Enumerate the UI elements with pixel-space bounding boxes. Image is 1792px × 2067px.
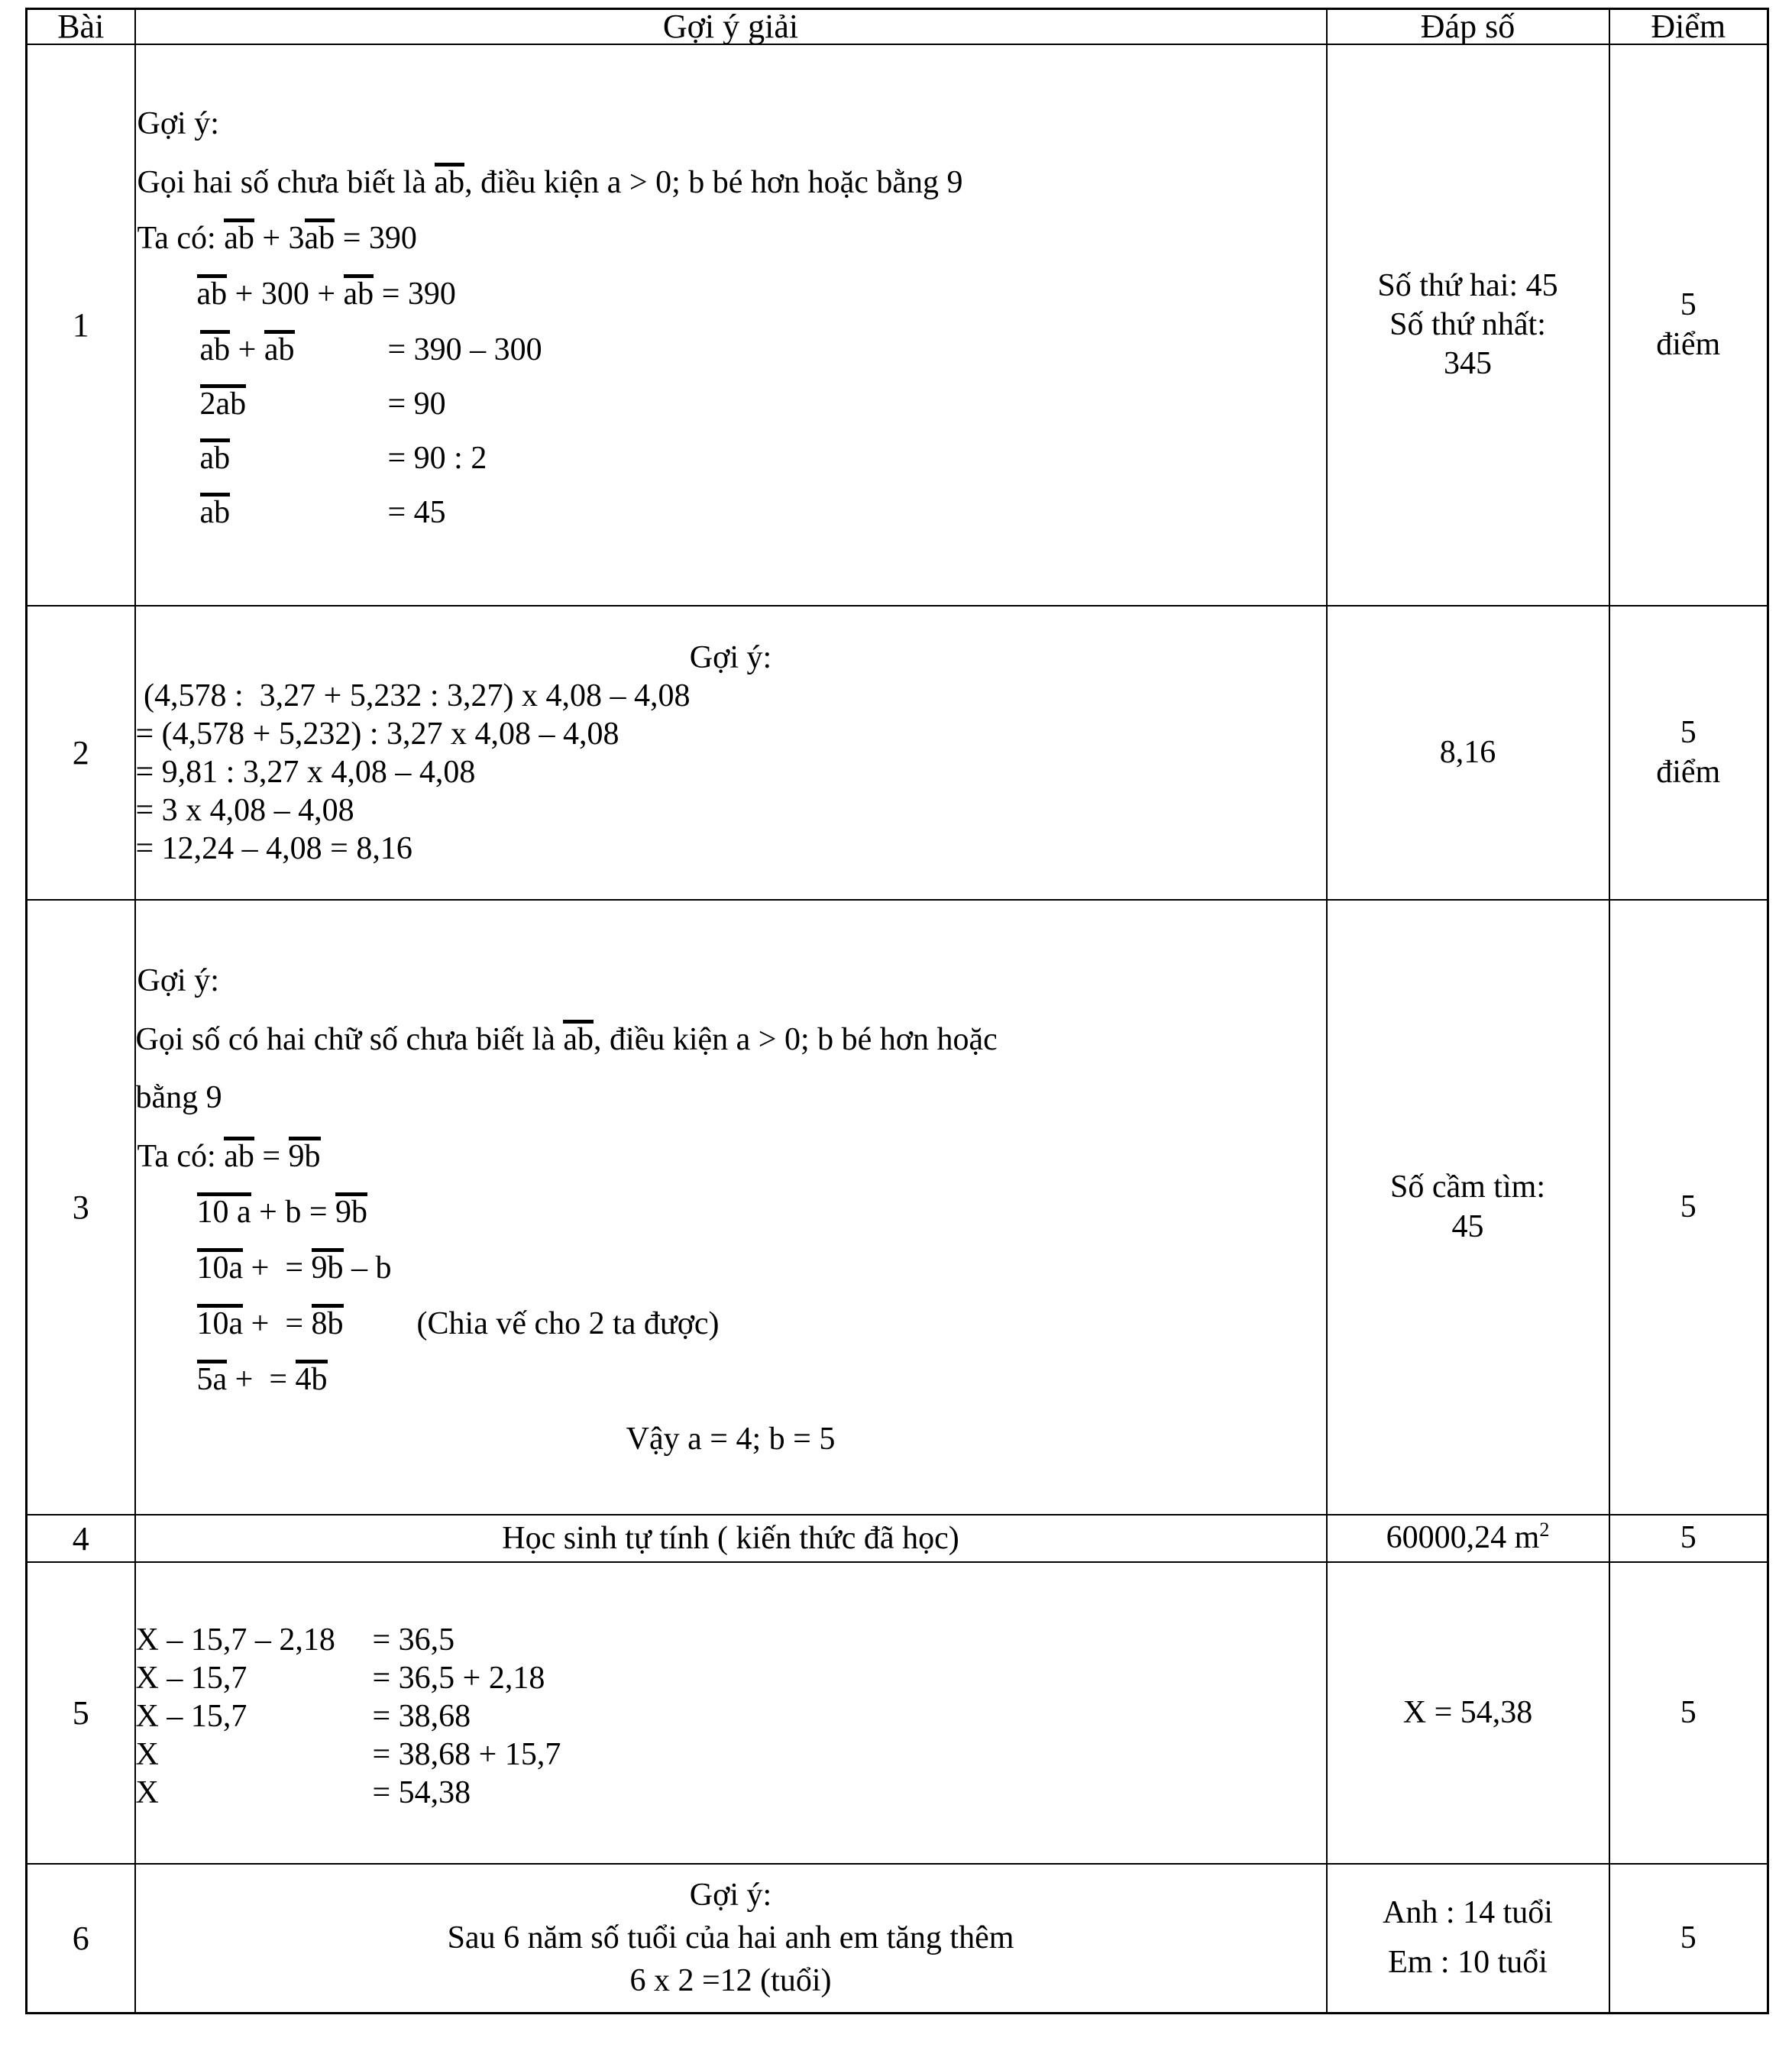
score-4-line-0: 5 [1680, 1520, 1697, 1556]
step-3-0-mid: + b = [251, 1194, 336, 1230]
step-1-4-rhs: = 45 [387, 495, 446, 530]
expr-2-0: (4,578 : 3,27 + 5,232 : 3,27) x 4,08 – 4,08 [135, 678, 691, 713]
score-2-line-1: điểm [1656, 754, 1721, 790]
cell-answer-6 [1327, 1864, 1609, 2013]
overline-ab: 4b [296, 1360, 328, 1395]
overline-ab: ab [305, 218, 335, 254]
hint-label-2: Gợi ý: [689, 639, 772, 675]
step-1-3-lhs [136, 438, 388, 474]
eq-5-1-rhs: = 36,5 + 2,18 [372, 1660, 545, 1696]
header-bai: Bài [27, 9, 135, 45]
statement-3-tail: bằng 9 [135, 1079, 222, 1115]
table-row [27, 1864, 1768, 2013]
overline-ab: ab [264, 330, 295, 365]
answer-1-line-2: 345 [1444, 346, 1492, 382]
cell-solution-5 [135, 1562, 1327, 1864]
step-1-1-lhs [136, 330, 388, 366]
statement-3 [136, 1020, 1326, 1056]
answer-key-table [25, 8, 1769, 2014]
step-1-1 [136, 330, 1326, 366]
step-1-2-lhs [136, 384, 388, 420]
table-row [27, 1515, 1768, 1562]
work-intro-label-1: Ta có: [137, 221, 225, 256]
step-3-1-mid: + = [243, 1250, 312, 1286]
cell-answer-1 [1327, 44, 1609, 606]
score-5-line-0: 5 [1680, 1694, 1697, 1730]
cell-score-6 [1609, 1864, 1768, 2013]
step-3-3 [137, 1360, 1326, 1396]
step-3-1 [137, 1248, 1326, 1284]
overline-ab: 10a [197, 1304, 244, 1339]
overline-ab: 10a [197, 1248, 244, 1283]
score-2-line-0: 5 [1680, 715, 1697, 751]
cell-score-2 [1609, 606, 1768, 900]
expr-2-1: = (4,578 + 5,232) : 3,27 x 4,08 – 4,08 [135, 716, 619, 752]
eq-5-3-lhs: X [135, 1736, 159, 1772]
eq-5-1 [136, 1662, 1326, 1694]
overline-ab: ab [200, 330, 231, 365]
answer-2-line-0: 8,16 [1439, 734, 1496, 770]
table-body [27, 44, 1768, 2013]
step-1-4-lhs [136, 493, 388, 529]
overline-ab: ab [563, 1020, 594, 1055]
cell-bai-3: 3 [27, 900, 135, 1515]
work-intro-mid-3: = [254, 1138, 289, 1174]
table-header [27, 9, 1768, 45]
eq-5-3 [135, 1736, 1326, 1772]
step-1-3 [136, 438, 1326, 474]
overline-ab: ab [224, 1137, 254, 1172]
cell-bai-2: 2 [27, 606, 135, 900]
eq-5-4-lhs: X [135, 1774, 159, 1810]
score-1-line-1: điểm [1656, 326, 1721, 362]
answer-4-value: 60000,24 m [1386, 1520, 1540, 1556]
header-diem: Điểm [1609, 9, 1768, 45]
table-row [27, 606, 1768, 900]
cell-solution-4 [135, 1515, 1327, 1562]
eq-5-1-lhs: X – 15,7 [135, 1660, 247, 1696]
eq-5-4 [135, 1774, 1326, 1810]
cell-solution-2 [135, 606, 1327, 900]
work-intro-label-3: Ta có: [137, 1138, 225, 1174]
overline-ab: 5a [197, 1360, 228, 1395]
overline-ab: 9b [335, 1192, 367, 1228]
table-row [27, 1562, 1768, 1864]
expr-2-2: = 9,81 : 3,27 x 4,08 – 4,08 [135, 754, 476, 790]
text-6-1: 6 x 2 =12 (tuổi) [629, 1963, 832, 1999]
cell-answer-5 [1327, 1562, 1609, 1864]
overline-ab: 10 a [197, 1192, 251, 1228]
header-row [27, 9, 1768, 45]
overline-ab: 2ab [200, 384, 247, 419]
work-intro-1 [137, 218, 1326, 254]
step-1-3-rhs: = 90 : 2 [387, 441, 487, 476]
statement-3-before: Gọi số có hai chữ số chưa biết là [135, 1021, 564, 1057]
score-6-line-0: 5 [1680, 1920, 1697, 1955]
work-intro-3 [137, 1137, 1326, 1173]
step-1-1-mid: + [230, 332, 264, 367]
eq-5-0 [136, 1624, 1326, 1656]
step-3-2 [137, 1304, 1326, 1340]
step-1-0 [137, 274, 1326, 310]
eq-5-0-rhs: = 36,5 [372, 1622, 455, 1658]
eq-5-3-rhs: = 38,68 + 15,7 [372, 1736, 561, 1772]
overline-ab: 8b [312, 1304, 344, 1339]
answer-1-line-1: Số thứ nhất: [1389, 306, 1546, 342]
hint-label-6: Gợi ý: [689, 1878, 772, 1913]
step-3-1-tail: – b [343, 1250, 392, 1286]
step-1-1-rhs: = 390 – 300 [387, 332, 542, 367]
cell-bai-1: 1 [27, 44, 135, 606]
expr-2-4: = 12,24 – 4,08 = 8,16 [135, 830, 412, 866]
cell-solution-6 [135, 1864, 1327, 2013]
answer-1-line-0: Số thứ hai: 45 [1377, 267, 1558, 303]
hint-label-3: Gợi ý: [137, 962, 219, 998]
step-1-4 [136, 493, 1326, 529]
header-goi-y-giai: Gợi ý giải [135, 9, 1327, 45]
expr-2-3: = 3 x 4,08 – 4,08 [135, 792, 354, 828]
table-row [27, 44, 1768, 606]
cell-score-4 [1609, 1515, 1768, 1562]
overline-ab: ab [344, 274, 374, 309]
eq-5-2-rhs: = 38,68 [372, 1698, 471, 1734]
eq-5-2-lhs: X – 15,7 [135, 1698, 247, 1734]
cell-answer-2 [1327, 606, 1609, 900]
overline-ab: ab [200, 438, 231, 474]
step-3-2-note: (Chia vế cho 2 ta được) [416, 1305, 720, 1341]
cell-bai-4: 4 [27, 1515, 135, 1562]
step-3-0 [137, 1192, 1326, 1228]
cell-answer-4 [1327, 1515, 1609, 1562]
cell-score-3 [1609, 900, 1768, 1515]
text-6-0: Sau 6 năm số tuổi của hai anh em tăng thêm [447, 1920, 1014, 1956]
statement-1 [137, 163, 1326, 199]
cell-score-5 [1609, 1562, 1768, 1864]
step-1-0-mid: + 300 + [227, 277, 344, 312]
cell-score-1 [1609, 44, 1768, 606]
conclusion-3: Vậy a = 4; b = 5 [626, 1421, 836, 1457]
work-intro-mid-1: + 3 [254, 221, 305, 256]
eq-5-2 [136, 1700, 1326, 1732]
overline-ab: 9b [312, 1248, 344, 1283]
cell-bai-5: 5 [27, 1562, 135, 1864]
answer-5-line-0: X = 54,38 [1402, 1694, 1533, 1730]
statement-1-before: Gọi hai số chưa biết là [137, 165, 435, 200]
eq-5-0-lhs: X – 15,7 – 2,18 [135, 1622, 335, 1658]
step-1-2 [136, 384, 1326, 420]
overline-ab: ab [224, 218, 254, 254]
answer-4-exponent: 2 [1539, 1519, 1550, 1541]
cell-solution-3 [135, 900, 1327, 1515]
step-3-2-mid: + = [243, 1305, 312, 1341]
answer-3-line-1: 45 [1451, 1208, 1484, 1244]
answer-6-line-1: Em : 10 tuổi [1388, 1945, 1548, 1981]
text-4: Học sinh tự tính ( kiến thức đã học) [502, 1521, 959, 1556]
cell-solution-1 [135, 44, 1327, 606]
hint-label-1: Gợi ý: [137, 106, 219, 141]
step-3-3-mid: + = [227, 1361, 296, 1397]
overline-ab: ab [435, 163, 465, 198]
cell-answer-3 [1327, 900, 1609, 1515]
answer-3-line-0: Số cầm tìm: [1390, 1169, 1545, 1205]
overline-ab: 9b [289, 1137, 321, 1172]
header-dap-so: Đáp số [1327, 9, 1609, 45]
score-1-line-0: 5 [1680, 287, 1697, 323]
overline-ab: ab [197, 274, 228, 309]
eq-5-4-rhs: = 54,38 [372, 1774, 471, 1810]
table-row [27, 900, 1768, 1515]
score-3-line-0: 5 [1680, 1189, 1697, 1224]
work-intro-end-1: = 390 [335, 221, 417, 256]
cell-bai-6: 6 [27, 1864, 135, 2013]
statement-1-after: , điều kiện a > 0; b bé hơn hoặc bằng 9 [464, 165, 963, 200]
step-1-0-end: = 390 [374, 277, 456, 312]
overline-ab: ab [200, 493, 231, 528]
answer-6-line-0: Anh : 14 tuổi [1383, 1895, 1553, 1931]
step-1-2-rhs: = 90 [387, 387, 446, 422]
statement-3-after: , điều kiện a > 0; b bé hơn hoặc [594, 1021, 998, 1057]
